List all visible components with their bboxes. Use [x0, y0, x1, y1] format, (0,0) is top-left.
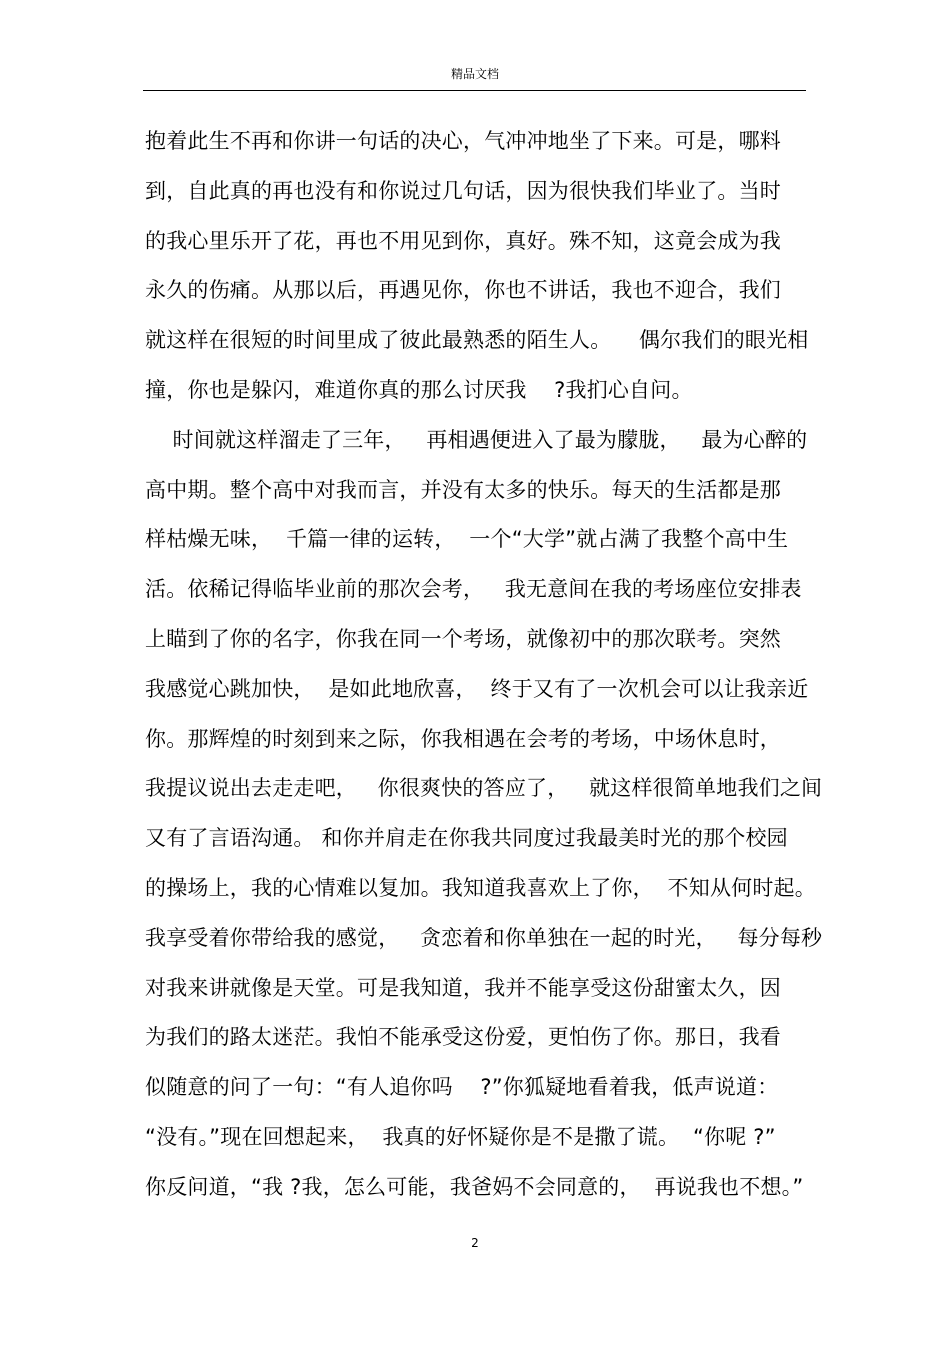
text-line: 我感觉心跳加快， 是如此地欣喜， 终于又有了一次机会可以让我亲近	[145, 676, 809, 701]
text-line: 又有了言语沟通。 和你并肩走在你我共同度过我最美时光的那个校园	[145, 826, 788, 851]
text-line: 高中期。整个高中对我而言，并没有太多的快乐。每天的生活都是那	[145, 477, 781, 502]
page-header-label: 精品文档	[450, 67, 499, 81]
text-line: 我提议说出去走走吧， 你很爽快的答应了， 就这样很简单地我们之间	[145, 776, 823, 801]
text-line: 你。那辉煌的时刻到来之际，你我相遇在会考的考场，中场休息时，	[145, 726, 781, 751]
text-line: 你反问道，“我 ?我，怎么可能，我爸妈不会同意的， 再说我也不想。”	[145, 1174, 804, 1199]
text-line: 的操场上，我的心情难以复加。我知道我喜欢上了你， 不知从何时起。	[145, 875, 816, 900]
text-line: 活。依稀记得临毕业前的那次会考， 我无意间在我的考场座位安排表	[145, 577, 802, 602]
text-line: 为我们的路太迷茫。我怕不能承受这份爱，更怕伤了你。那日，我看	[145, 1025, 781, 1050]
text-line: 永久的伤痛。从那以后，再遇见你，你也不讲话，我也不迎合，我们	[145, 278, 781, 303]
text-line: “没有。”现在回想起来， 我真的好怀疑你是不是撒了谎。 “你呢 ?”	[145, 1124, 776, 1149]
header-divider	[143, 90, 806, 91]
body-text	[145, 124, 823, 1220]
text-line: 我享受着你带给我的感觉， 贪恋着和你单独在一起的时光， 每分每秒	[145, 925, 823, 950]
page-number: 2	[471, 1236, 479, 1250]
text-line: 撞，你也是躲闪，难道你真的那么讨厌我 ?我扪心自问。	[145, 377, 693, 402]
text-line: 样枯燥无味， 千篇一律的运转， 一个“大学”就占满了我整个高中生	[145, 527, 789, 552]
text-line: 抱着此生不再和你讲一句话的决心，气冲冲地坐了下来。可是，哪料	[145, 129, 781, 153]
text-line: 就这样在很短的时间里成了彼此最熟悉的陌生人。 偶尔我们的眼光相	[145, 328, 809, 353]
text-line: 的我心里乐开了花，再也不用见到你，真好。殊不知，这竟会成为我	[145, 228, 781, 253]
text-line: 到，自此真的再也没有和你说过几句话，因为很快我们毕业了。当时	[145, 178, 781, 203]
text-line: 上瞄到了你的名字，你我在同一个考场，就像初中的那次联考。突然	[145, 626, 781, 651]
text-line: 时间就这样溜走了三年， 再相遇便进入了最为朦胧， 最为心醉的	[145, 427, 808, 452]
text-line: 似随意的问了一句：“有人追你吗 ?”你狐疑地看着我，低声说道：	[145, 1075, 779, 1100]
text-line: 对我来讲就像是天堂。可是我知道，我并不能享受这份甜蜜太久，因	[145, 975, 781, 1000]
